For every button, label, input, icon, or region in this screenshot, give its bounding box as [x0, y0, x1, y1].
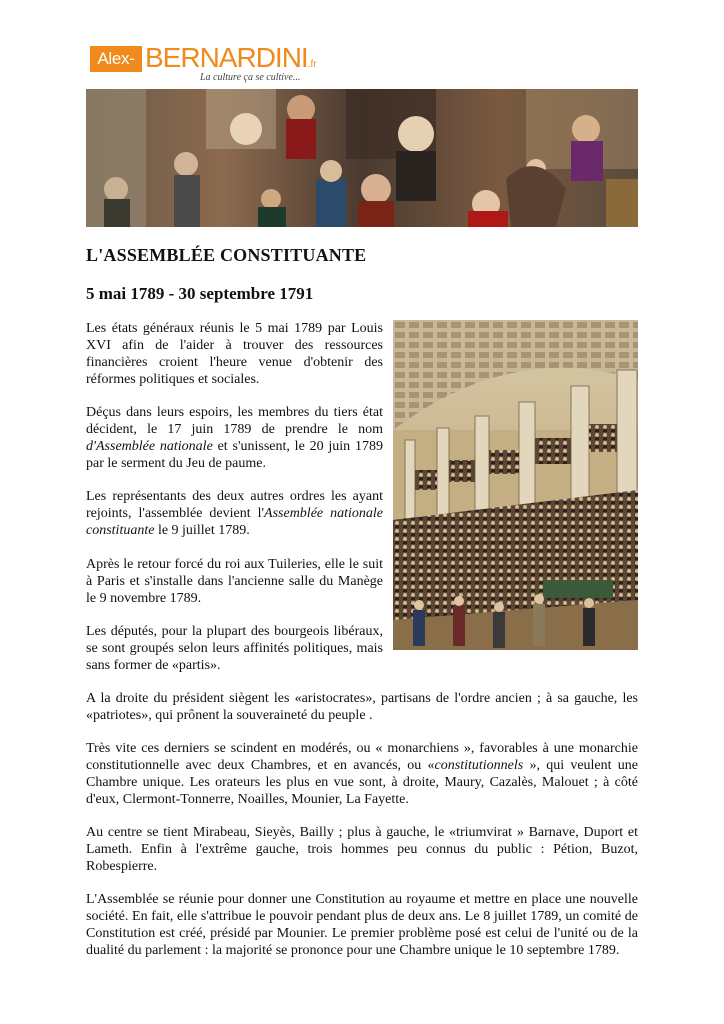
- paragraph-7-text-b: », qui veulent une Chambre unique. Les orateurs les plus en vue sont, à droite, Maury, Cazalès, Malouet ; à côté d'eux, Clermont-Tonnerre, Noailles, Mounier, La Fayette.: [86, 758, 638, 807]
- paragraph-4: Après le retour forcé du roi aux Tuileries, elle le suit à Paris et s'installe dans l'ancienne salle du Manège le 9 novembre 1789.: [86, 557, 383, 606]
- logo-tld: .fr: [307, 59, 317, 70]
- paragraph-9: L'Assemblée se réunie pour donner une Constitution au royaume et mettre en place une nouvelle société. En fait, elle s'attribue le pouvoir pendant plus de deux ans. Le 8 juillet 1789, un comité de Constitution est créé, présidé par Mounier. Le premier problème posé est celui de l'unité ou de la dualité du parlement : la majorité se prononce pour une Chambre unique le 10 septembre 1789.: [86, 892, 638, 958]
- assembly-painting: [393, 320, 638, 650]
- paragraph-1: Les états généraux réunis le 5 mai 1789 par Louis XVI afin de l'aider à trouver des ressources financières croient l'heure venue d'obtenir des réformes politiques et sociales.: [86, 321, 383, 387]
- logo-tagline: La culture ça se cultive...: [200, 72, 301, 83]
- paragraph-5: Les députés, pour la plupart des bourgeois libéraux, se sont groupés selon leurs affinités politiques, mais sans former de «partis».: [86, 624, 383, 673]
- paragraph-7-text-a: Très vite ces derniers se scindent en modérés, ou « monarchiens », favorables à une monarchie constitutionnelle avec deux Chambres, et en avancés, ou «: [86, 741, 638, 773]
- header-banner-collage: [86, 89, 638, 227]
- paragraph-3: [86, 488, 383, 539]
- paragraph-3-text-b: le 9 juillet 1789.: [154, 523, 250, 538]
- paragraph-2-text-a: Déçus dans leurs espoirs, les membres du tiers état décident, le 17 juin 1789 de prendre le nom: [86, 405, 383, 437]
- paragraph-8: Au centre se tient Mirabeau, Sieyès, Bailly ; plus à gauche, le «triumvirat » Barnave, Duport et Lameth. Enfin à l'extrême gauche, trois hommes peu connus du public : Pétion, Buzot, Robespierre.: [86, 825, 638, 874]
- paragraph-7: [86, 740, 638, 808]
- logo-name-text: BERNARDINI: [145, 42, 308, 73]
- paragraph-6: A la droite du président siègent les «aristocrates», partisans de l'ordre ancien ; à sa gauche, les «patriotes», qui prônent la souveraineté du peuple .: [86, 691, 638, 723]
- paragraph-3-emphasis: Assemblée nationale constituante: [86, 506, 383, 538]
- page-title: L'ASSEMBLÉE CONSTITUANTE: [86, 245, 367, 265]
- paragraph-3-text-a: Les représentants des deux autres ordres les ayant rejoints, l'assemblée devient l': [86, 489, 383, 521]
- paragraph-2-emphasis: d'Assemblée nationale: [86, 439, 213, 454]
- paragraph-7-emphasis: constitutionnels: [434, 758, 524, 773]
- logo-prefix: Alex-: [90, 46, 142, 72]
- date-range: 5 mai 1789 - 30 septembre 1791: [86, 284, 314, 303]
- paragraph-2: [86, 404, 383, 472]
- paragraph-2-text-b: et s'unissent, le 20 juin 1789 par le serment du Jeu de paume.: [86, 439, 383, 471]
